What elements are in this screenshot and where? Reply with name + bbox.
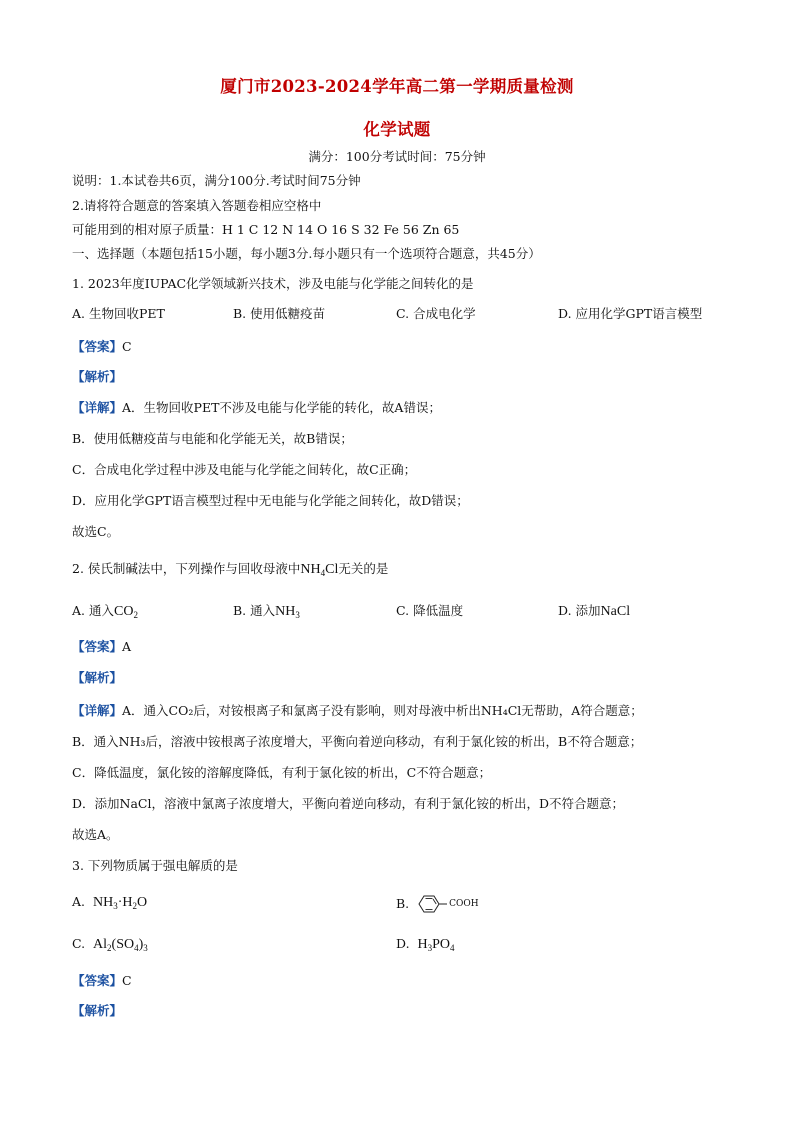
q2-stem-formula: [300, 562, 338, 577]
q2-stem-post: 无关的是: [338, 561, 389, 576]
formula-part: (SO: [111, 937, 135, 952]
q1-option-d: D. 应用化学GPT语言模型: [558, 306, 703, 321]
carboxyl-group-label: COOH: [449, 899, 479, 909]
q1-conclusion: 故选C。: [72, 524, 120, 539]
formula-sub: 3: [143, 943, 148, 953]
q3-option-d: [396, 936, 455, 953]
q1-analysis: [72, 369, 122, 385]
q1-answer: [72, 339, 132, 355]
q1-detail-c: C．合成电化学过程中涉及电能与化学能之间转化，故C正确；: [72, 462, 417, 477]
q2-conclusion: 故选A。: [72, 827, 119, 842]
question-3-stem: 3. 下列物质属于强电解质的是: [72, 858, 238, 873]
q1-option-c: C. 合成电化学: [396, 306, 476, 321]
q2-detail-d: D．添加NaCl，溶液中氯离子浓度增大，平衡向着逆向移动，有利于氯化铵的析出，D不符合题意；: [72, 796, 624, 811]
option-label: D. 添加: [558, 603, 601, 618]
option-formula: [114, 604, 138, 619]
q2-answer: [72, 639, 131, 655]
formula-part: NH: [275, 604, 296, 619]
q2-option-c: C. 降低温度: [396, 603, 464, 618]
analysis-tag: 【解析】: [72, 670, 123, 685]
detail-tag: 【详解】: [72, 703, 123, 718]
answer-tag: 【答案】: [72, 973, 123, 988]
section-heading: 一、选择题（本题包括15小题，每小题3分.每小题只有一个选项符合题意，共45分）: [72, 246, 541, 261]
answer-tag: 【答案】: [72, 339, 123, 354]
formula-part: ·H: [117, 895, 133, 910]
analysis-tag: 【解析】: [72, 369, 123, 384]
q3-answer: [72, 973, 132, 989]
formula-part: ): [138, 937, 144, 952]
q1-detail-b: B．使用低糖疫苗与电能和化学能无关，故B错误；: [72, 431, 353, 446]
formula-sub: 4: [450, 943, 455, 953]
formula-part: NH: [300, 562, 321, 577]
q2-stem-pre: 2. 侯氏制碱法中，下列操作与回收母液中: [72, 561, 301, 576]
option-formula: [275, 604, 300, 619]
option-formula: NaCl: [600, 604, 631, 619]
q3-option-a: [72, 894, 147, 911]
q3-option-c: [72, 936, 148, 953]
formula-part: PO: [432, 937, 451, 952]
answer-tag: 【答案】: [72, 639, 123, 654]
detail-tag: 【详解】: [72, 400, 123, 415]
q1-option-b: B. 使用低糖疫苗: [233, 306, 326, 321]
q2-analysis: [72, 670, 122, 686]
question-1-stem: 1. 2023年度IUPAC化学领域新兴技术，涉及电能与化学能之间转化的是: [72, 276, 474, 291]
formula-sub: 3: [113, 901, 118, 911]
option-formula: [418, 937, 455, 952]
detail-text: A．通入CO₂后，对铵根离子和氯离子没有影响，则对母液中析出NH₄Cl无帮助，A符合题意；: [122, 703, 643, 718]
formula-part: Cl: [325, 562, 339, 577]
analysis-tag: 【解析】: [72, 1003, 123, 1018]
option-label: A.: [72, 894, 86, 909]
option-formula: [93, 937, 148, 952]
formula-part: O: [136, 895, 148, 910]
note-line-3: 可能用到的相对原子质量：H 1 C 12 N 14 O 16 S 32 Fe 56 Zn 65: [72, 222, 460, 237]
q2-detail-a: [72, 703, 643, 719]
formula-sub: 4: [320, 568, 326, 578]
formula-sub: 4: [134, 943, 139, 953]
formula-sub: 3: [427, 943, 433, 953]
formula-part: CO: [113, 604, 134, 619]
exam-info: 满分：100分考试时间：75分钟: [308, 149, 486, 164]
option-label: A. 通入: [72, 603, 114, 618]
q2-option-b: [233, 603, 300, 620]
q1-detail-d: D．应用化学GPT语言模型过程中无电能与化学能之间转化，故D错误；: [72, 493, 469, 508]
option-label: B.: [396, 896, 410, 911]
q1-option-a: A. 生物回收PET: [72, 306, 165, 321]
option-label: B. 通入: [233, 603, 276, 618]
answer-value: A: [122, 639, 132, 654]
q1-detail-a: [72, 400, 441, 416]
exam-title: 厦门市2023-2024学年高二第一学期质量检测: [220, 77, 574, 96]
exam-subtitle: 化学试题: [363, 120, 431, 139]
option-label: C.: [72, 936, 86, 951]
formula-sub: 2: [133, 610, 138, 620]
option-label: D.: [396, 936, 410, 951]
formula-sub: 2: [107, 943, 112, 953]
answer-value: C: [122, 973, 132, 988]
q3-analysis: [72, 1003, 122, 1019]
q2-detail-b: B．通入NH₃后，溶液中铵根离子浓度增大，平衡向着逆向移动，有利于氯化铵的析出，B不符合题意；: [72, 734, 643, 749]
question-2-stem: [72, 561, 388, 578]
formula-part: Al: [93, 937, 108, 952]
detail-text: A．生物回收PET不涉及电能与化学能的转化，故A错误；: [122, 400, 441, 415]
formula-sub: 3: [295, 610, 300, 620]
formula-part: H: [417, 937, 428, 952]
answer-value: C: [122, 339, 132, 354]
formula-part: NH: [92, 895, 114, 910]
q2-option-a: [72, 603, 138, 620]
q2-detail-c: C．降低温度，氯化铵的溶解度降低，有利于氯化铵的析出，C不符合题意；: [72, 765, 492, 780]
q3-option-b: [396, 892, 479, 916]
q2-option-d: [558, 603, 630, 620]
note-line-1: 说明：1.本试卷共6页，满分100分.考试时间75分钟: [72, 173, 361, 188]
note-line-2: 2.请将符合题意的答案填入答题卷相应空格中: [72, 198, 322, 213]
formula-sub: 2: [132, 901, 137, 911]
option-formula: [93, 895, 147, 910]
